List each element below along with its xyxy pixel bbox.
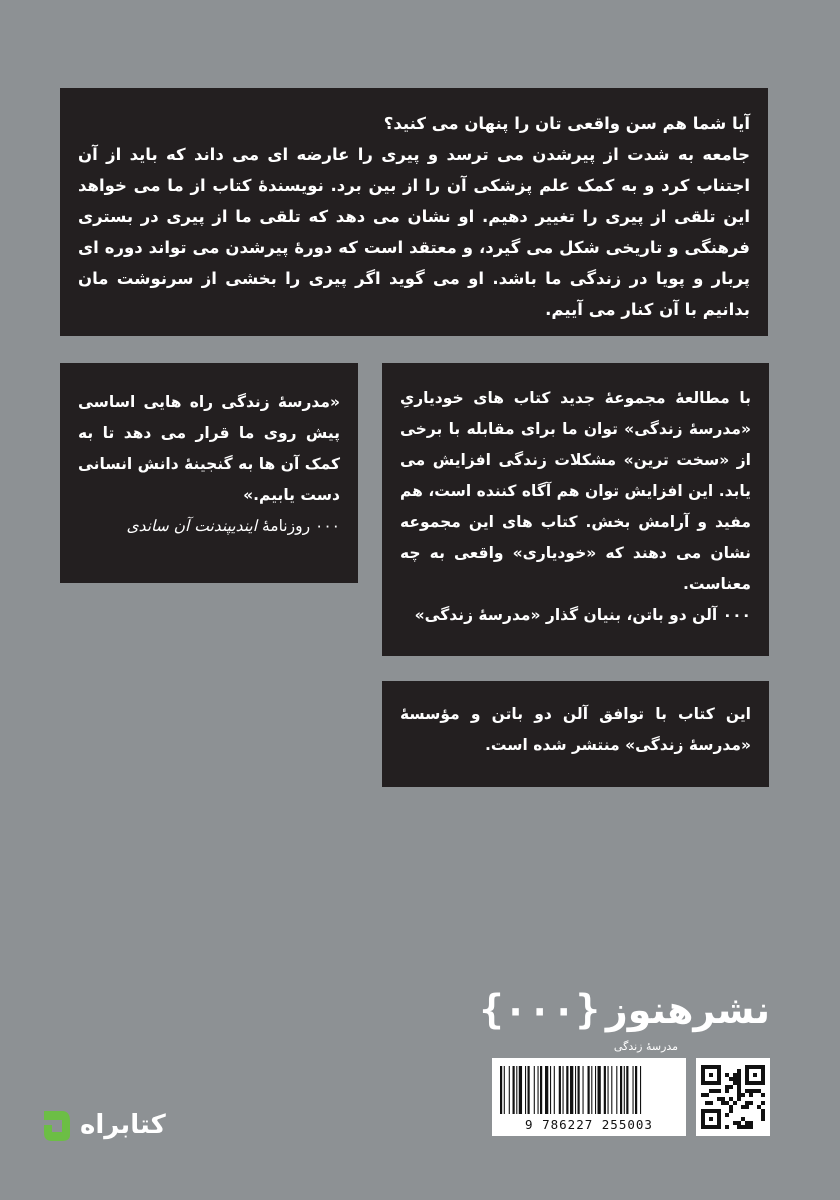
press-quote-source-prefix: ۰۰۰ روزنامهٔ <box>257 517 340 535</box>
press-quote-source-name: ایندیپندنت آن ساندی <box>126 517 258 535</box>
press-quote-box <box>60 363 358 583</box>
publisher-name: نشرهنوز <box>605 988 770 1032</box>
series-description-box <box>382 363 769 656</box>
qr-code-icon <box>701 1065 765 1129</box>
store-logo-icon <box>40 1105 74 1145</box>
description-heading: آیا شما هم سن واقعی تان را پنهان می کنید؟ <box>383 114 750 133</box>
publication-note-box <box>382 681 769 787</box>
publisher-mark: {۰۰۰} <box>479 987 600 1033</box>
press-quote: «مدرسهٔ زندگی راه هایی اساسی پیش روی ما قرار می دهد تا به کمک آن ها به گنجینهٔ دانش انسانی دست یابیم.» <box>78 393 340 504</box>
description-box <box>60 88 768 336</box>
publication-note: این کتاب با توافق آلن دو باتن و مؤسسهٔ «مدرسهٔ زندگی» منتشر شده است. <box>400 705 751 754</box>
isbn-barcode <box>492 1058 686 1136</box>
description-body: جامعه به شدت از پیرشدن می ترسد و پیری را عارضه ای می داند که باید از آن اجتناب کرد و به کمک علم پزشکی آن را از بین برد. نویسندهٔ کتاب از ما می خواهد این تلقی از پیری را تغییر دهیم. او نشان می دهد که تلقی ما از پیری در بستری فرهنگی و تاریخی شکل می گیرد، و معتقد است که دورهٔ پیرشدن می تواند دوره ای پربار و پویا در زندگی ما باشد. او می گوید اگر پیری را بخشی از سرنوشت مان بدانیم با آن کنار می آییم. <box>78 145 750 319</box>
series-label: مدرسهٔ زندگی <box>613 1040 679 1053</box>
publisher-logo <box>479 985 770 1035</box>
press-quote-source <box>78 511 340 542</box>
store-name: کتابراه <box>80 1110 166 1140</box>
barcode-bars <box>500 1066 678 1114</box>
store-logo <box>40 1100 200 1150</box>
qr-code <box>696 1058 770 1136</box>
isbn-number: 9 786227 255003 <box>525 1117 653 1132</box>
series-description-attribution: ۰۰۰ آلن دو باتن، بنیان گذار «مدرسهٔ زندگی» <box>414 606 751 624</box>
series-description-body: با مطالعهٔ مجموعهٔ جدید کتاب های خودیاریِ «مدرسهٔ زندگی» توان ما برای مقابله با برخی از «سخت ترین» مشکلات زندگی افزایش می یابد. این افزایش توان هم آگاه کننده است، هم مفید و آرامش بخش. کتاب های این مجموعه نشان می دهند که «خودیاری» واقعی به چه معناست. <box>400 389 751 593</box>
